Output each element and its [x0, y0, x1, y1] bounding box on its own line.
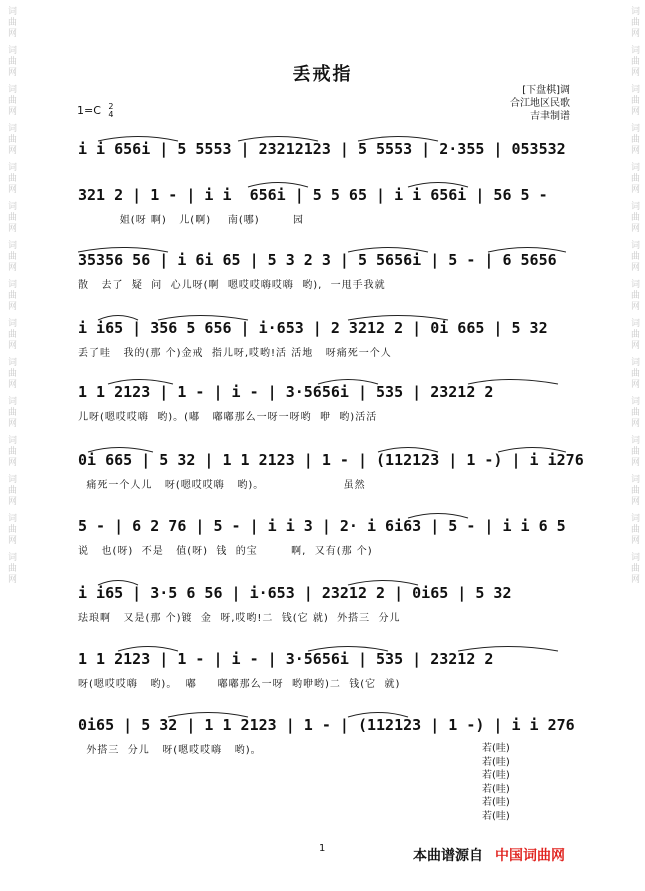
footer-source-text: 本曲谱源自 — [413, 848, 483, 864]
score-system — [78, 515, 566, 585]
watermark-text: 词曲网 — [629, 162, 639, 195]
notation-line: 0i 665 | 5 32 | 1 1 2123 | 1 - | (112123 | 1 -) | i i276 — [78, 451, 584, 469]
lyric-line: 儿呀(嗯哎哎嗨 哟)。(嘟 嘟嘟那么一呀一呀哟 咿 哟)活活 — [78, 412, 378, 423]
watermark-text: 词曲网 — [6, 435, 16, 468]
watermark-text: 词曲网 — [6, 6, 16, 39]
lyric-line: 外搭三 分儿 呀(嗯哎哎嗨 哟)。 — [78, 745, 262, 756]
watermark-text: 词曲网 — [6, 162, 16, 195]
time-signature-bottom: 4 — [108, 110, 114, 119]
watermark-text: 词曲网 — [629, 240, 639, 273]
repeat-lyric-line: 若(哇) — [482, 783, 510, 795]
watermark-text: 词曲网 — [6, 123, 16, 156]
watermark-text: 词曲网 — [6, 474, 16, 507]
watermark-text: 词曲网 — [629, 123, 639, 156]
watermark-text: 词曲网 — [6, 513, 16, 546]
repeat-lyric-line: 若(哇) — [482, 756, 510, 768]
lyric-line: 说 也(呀) 不是 值(呀) 钱 的宝 啊, 又有(那 个) — [78, 546, 373, 557]
watermark-text: 词曲网 — [629, 318, 639, 351]
lyric-line: 丢了哇 我的(那 个)金戒 指儿呀,哎哟!活 活地 呀痛死一个人 — [78, 348, 392, 359]
page-number: 1 — [319, 843, 326, 854]
key-signature — [77, 103, 114, 119]
time-signature — [108, 103, 113, 119]
watermark-text: 词曲网 — [6, 240, 16, 273]
notation-line: 35356 56 | i 6i 65 | 5 3 2 3 | 5 5656i | 5 - | 6 5656 — [78, 251, 557, 269]
watermark-text: 词曲网 — [629, 357, 639, 390]
watermark-text: 词曲网 — [629, 45, 639, 78]
notation-line: i i65 | 3·5 6 56 | i·653 | 23212 2 | 0i65 | 5 32 — [78, 584, 512, 602]
lyric-line: 痛死一个人儿 呀(嗯哎哎嗨 哟)。 虽然 — [78, 480, 366, 491]
left-watermark-strip — [2, 0, 20, 891]
watermark-text: 词曲网 — [6, 357, 16, 390]
notation-line: 321 2 | 1 - | i i 656i | 5 5 65 | i i 656i | 56 5 - — [78, 186, 548, 204]
footer-brand-link[interactable]: 中国词曲网 — [495, 848, 565, 864]
lyric-line: 珐琅啊 又是(那 个)镀 金 呀,哎哟!二 钱(它 就) 外搭三 分儿 — [78, 613, 401, 624]
time-signature-top: 2 — [108, 102, 114, 111]
watermark-text: 词曲网 — [6, 396, 16, 429]
watermark-text: 词曲网 — [6, 84, 16, 117]
watermark-text: 词曲网 — [629, 552, 639, 585]
watermark-text: 词曲网 — [629, 201, 639, 234]
right-watermark-strip — [625, 0, 643, 891]
notation-line: 1 1 2123 | 1 - | i - | 3·5656i | 535 | 23212 2 — [78, 650, 494, 668]
watermark-text: 词曲网 — [6, 279, 16, 312]
notation-line: i i 656i | 5 5553 | 23212123 | 5 5553 | 2·355 | 053532 — [78, 140, 566, 158]
score-system — [78, 249, 566, 319]
lyric-line: 呀(嗯哎哎嗨 哟)。 嘟 嘟嘟那么一呀 哟咿哟)二 钱(它 就) — [78, 679, 401, 690]
credit-origin: 合江地区民歌 — [510, 98, 570, 109]
notation-line: 0i65 | 5 32 | 1 1 2123 | 1 - | (112123 | 1 -) | i i 276 — [78, 716, 575, 734]
watermark-text: 词曲网 — [6, 45, 16, 78]
watermark-text: 词曲网 — [6, 201, 16, 234]
watermark-text: 词曲网 — [629, 6, 639, 39]
key-label: 1=C — [77, 104, 101, 117]
watermark-text: 词曲网 — [629, 435, 639, 468]
notation-line: 5 - | 6 2 76 | 5 - | i i 3 | 2· i 6i63 | 5 - | i i 6 5 — [78, 517, 566, 535]
repeat-lyric-line: 若(哇) — [482, 770, 510, 781]
lyric-line: 姐(呀 啊) 儿(啊) 南(哪) 园 — [78, 215, 305, 226]
repeat-lyric-line: 若(哇) — [482, 743, 510, 754]
watermark-text: 词曲网 — [629, 474, 639, 507]
watermark-text: 词曲网 — [6, 552, 16, 585]
lyric-line: 散 去了 疑 问 心儿呀(啊 嗯哎哎嗨哎嗨 哟), 一甩手我就 — [78, 280, 386, 291]
watermark-text: 词曲网 — [629, 279, 639, 312]
song-title: 丢戒指 — [292, 64, 353, 85]
notation-line: 1 1 2123 | 1 - | i - | 3·5656i | 535 | 23212 2 — [78, 383, 494, 401]
watermark-text: 词曲网 — [629, 84, 639, 117]
repeat-lyrics — [482, 742, 510, 823]
notation-line: i i65 | 356 5 656 | i·653 | 2 3212 2 | 0i 665 | 5 32 — [78, 319, 548, 337]
watermark-text: 词曲网 — [629, 396, 639, 429]
credit-transcriber: 吉聿制谱 — [530, 111, 570, 122]
repeat-lyric-line: 若(哇) — [482, 797, 510, 808]
repeat-lyric-line: 若(哇) — [482, 810, 510, 822]
score-system — [78, 381, 566, 451]
watermark-text: 词曲网 — [6, 318, 16, 351]
credits-block — [510, 84, 570, 123]
watermark-text: 词曲网 — [629, 513, 639, 546]
credit-tune: [下盘棋]调 — [522, 85, 570, 96]
source-footer — [413, 845, 565, 865]
